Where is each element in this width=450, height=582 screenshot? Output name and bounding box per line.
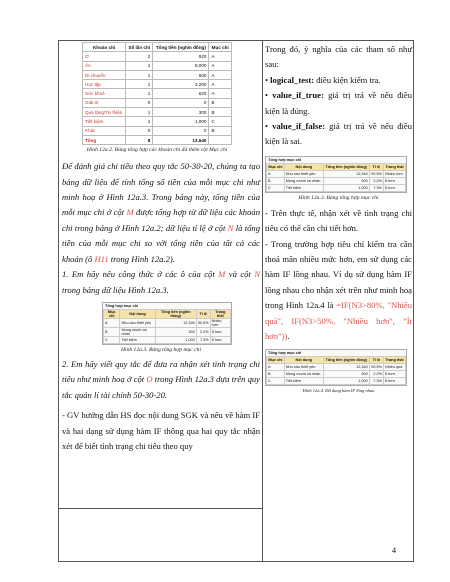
table-cell: Ở — [83, 52, 126, 61]
table-row — [83, 117, 232, 126]
table-cell: 8,000 — [153, 61, 209, 70]
col-header: Mục chi — [209, 43, 232, 52]
table-cell: 920 — [153, 52, 209, 61]
page-number: 4 — [392, 546, 396, 555]
param-value-if-true: • value_if_true: giá trị trả về nếu điều kiện là đúng. — [265, 90, 412, 116]
table-cell: B — [209, 126, 232, 135]
expense-table-body — [83, 52, 232, 145]
table-cell: 1 — [126, 61, 153, 70]
table-cell: 13,640 — [153, 135, 209, 144]
teacher-note: - GV hướng dẫn HS đọc nội dung SGK và nêu về hàm IF và hai dạng sử dụng hàm IF thông qua hai quy tắc nhận xét để biết tình trạng chi tiêu theo quy — [62, 410, 260, 451]
row-divider — [58, 508, 262, 509]
right-column — [265, 42, 412, 394]
table-row — [83, 80, 232, 89]
figure-caption: Hình 12a.3. Bảng tổng hợp mục chi — [298, 194, 379, 201]
nested-if-table: Tổng hợp mục chi Mục chi Nội dung Tổng tiền (nghìn đồng) Tỉ lệ Trạng thái A Nhu cầu thiết yếu 12,340 90.5% Nhiều quá B Mong muốn cá nhân 300 2.2% Ít hơn C Tiết kiệm 1,000 7.3% Ít hơn — [265, 349, 407, 386]
left-column — [62, 42, 260, 454]
table-cell: 1 — [126, 70, 153, 79]
expense-table — [82, 42, 232, 145]
summary-table — [102, 302, 232, 345]
table-cell: B — [209, 108, 232, 117]
table-cell: Giải trí — [83, 98, 126, 107]
table-cell: 300 — [153, 108, 209, 117]
col-header: Tỉ lệ — [196, 309, 210, 318]
question-1: 1. Em hãy nêu công thức ở các ô của cột M và cột N trong bảng dữ liệu Hình 12a.3. — [62, 269, 260, 295]
table-cell: 600 — [153, 70, 209, 79]
table-row: C Tiết kiệm 1,000 7.3% Ít hơn — [267, 184, 406, 191]
table-row — [83, 52, 232, 61]
table-row — [83, 98, 232, 107]
table-cell: A — [209, 80, 232, 89]
table-cell: A — [209, 89, 232, 98]
table-cell: 2,200 — [153, 80, 209, 89]
table-cell: 620 — [153, 89, 209, 98]
table-row: B Mong muốn cá nhân 300 2.2% Ít hơn — [267, 177, 406, 184]
table-cell: 0 — [153, 98, 209, 107]
table-row: C Tiết kiệm 1,000 7.3% Ít hơn — [104, 336, 231, 343]
table-cell: 1,000 — [153, 117, 209, 126]
paragraph: Để đánh giá chi tiêu theo quy tắc 50-30-20, chúng ta tạo bảng dữ liệu để tính tổng số tiền của mỗi mục chi như minh hoạ ở Hình 12a.3. Trong bảng này, tổng tiền của mỗi mục chi ở cột M được tổng hợp từ dữ liệu các khoản chi trong bảng ở Hình 12a.2; dữ liệu tỉ lệ ở cột N là tổng tiền của mỗi mục chi so với tổng tiền của tất cả các khoản (ô H11 trong Hình 12a.2). — [62, 161, 260, 264]
table-row: A Nhu cầu thiết yếu 12,340 90.5% Nhiều hơn — [104, 318, 231, 327]
table-cell: 1 — [126, 80, 153, 89]
table-cell: A — [209, 70, 232, 79]
figure-caption: Hình 12a.2. Bảng tổng hợp các khoản chi đã thêm cột Mục chi — [86, 147, 228, 154]
table-row — [83, 61, 232, 70]
paragraph-nested-if: - Trong trường hợp tiêu chí kiểm tra cần thoả mãn nhiều mức hơn, em sử dụng các hàm IF lồng nhau. Ví dụ sử dụng hàm IF lồng nhau cho nhận xét trên như minh hoạ trong Hình 12a.4 là =IF(N3>80%, "Nhiều quá", IF(N3>50%, "Nhiều hơn", "Ít hơn")). — [265, 238, 412, 342]
table-cell: B — [209, 98, 232, 107]
col-header: Khoản chi — [83, 43, 126, 52]
column-divider — [262, 40, 263, 562]
table-cell: Sức khoẻ — [83, 89, 126, 98]
col-header: Trạng thái — [210, 309, 230, 318]
summary-table-right: Tổng hợp mục chi Mục chi Nội dung Tổng tiền (nghìn đồng) Tỉ lệ Trạng thái A Nhu cầu thiết yếu 12,340 90.5% Nhiều hơn B Mong muốn cá nhân 300 2.2% Ít hơn C Tiết kiệm 1,000 7.3% Ít hơn — [265, 156, 407, 193]
table-row: A Nhu cầu thiết yếu 12,340 90.5% Nhiều hơn — [267, 170, 406, 177]
table-cell: 1 — [126, 108, 153, 117]
question-2: 2. Em hãy viết quy tắc để đưa ra nhận xét tình trạng chi tiêu như minh hoạ ở cột O trong Hình 12a.3 dựa trên quy tắc quản lí tài chính 50-30-20. — [62, 358, 260, 400]
table-cell: C — [209, 117, 232, 126]
col-header: Nội dung — [120, 309, 155, 318]
table-row: B Mong muốn cá nhân 300 2.2% Ít hơn — [104, 327, 231, 336]
col-header: Tổng tiền (nghìn đồng) — [155, 309, 196, 318]
table-row — [83, 126, 232, 135]
col-header: Số lần chi — [126, 43, 153, 52]
table-cell: 0 — [126, 98, 153, 107]
table-cell: Học tập — [83, 80, 126, 89]
table-row — [83, 135, 232, 144]
table-row — [83, 108, 232, 117]
col-header: Tổng tiền (nghìn đồng) — [153, 43, 209, 52]
paragraph-detail: - Trên thực tế, nhận xét về tình trạng chi tiêu có thể cần chi tiết hơn. — [265, 207, 412, 234]
table-row: A Nhu cầu thiết yếu 12,340 90.5% Nhiều quá — [267, 363, 406, 370]
table-cell: Di chuyển — [83, 70, 126, 79]
table-cell: 1 — [126, 89, 153, 98]
if-formula: =IF(N3>80%, "Nhiều quá", IF(N3>50%, "Nhiều hơn", "Ít hơn")) — [265, 300, 412, 342]
summary-title: Tổng hợp mục chi — [105, 303, 139, 308]
table-cell: A — [209, 61, 232, 70]
table-cell: A — [209, 52, 232, 61]
intro-text: Trong đó, ý nghĩa của các tham số như sau: — [265, 44, 412, 70]
table-row — [83, 89, 232, 98]
col-header: Mục chi — [104, 309, 120, 318]
table-cell: Quà tặng/Từ thiện — [83, 108, 126, 117]
table-cell: Tổng — [83, 135, 126, 144]
table-cell: 1 — [126, 117, 153, 126]
figure-caption: Hình 12a.3. Bảng tổng hợp mục chi — [120, 346, 202, 353]
figure-caption: Hình 12a.4. Dữ dụng hàm IF lồng nhau — [302, 387, 375, 393]
table-row: C Tiết kiệm 1,000 7.3% Ít hơn — [267, 377, 406, 384]
table-cell — [209, 135, 232, 144]
table-cell: Ăn — [83, 61, 126, 70]
table-cell: Khác — [83, 126, 126, 135]
table-row: B Mong muốn cá nhân 300 2.2% Ít hơn — [267, 370, 406, 377]
table-row — [83, 70, 232, 79]
table-cell: 0 — [153, 126, 209, 135]
table-cell: 2 — [126, 52, 153, 61]
param-value-if-false: • value_if_false: giá trị trả về nếu điều kiện là sai. — [265, 121, 412, 147]
table-cell: Tiết kiệm — [83, 117, 126, 126]
table-cell: 0 — [126, 126, 153, 135]
param-logical-test: • logical_test: điều kiện kiểm tra. — [265, 74, 381, 85]
table-cell: 8 — [126, 135, 153, 144]
